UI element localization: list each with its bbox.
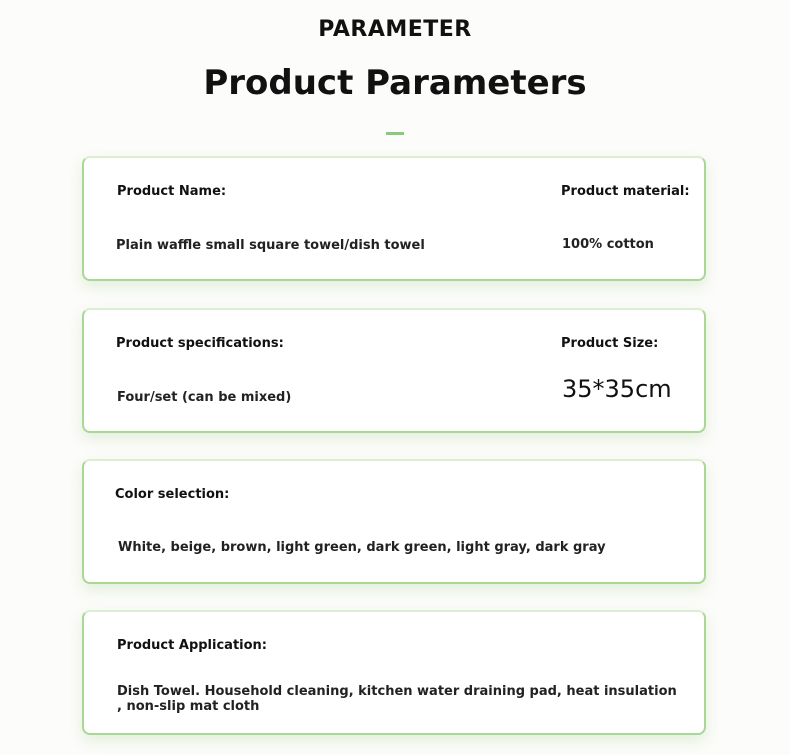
page-title: Product Parameters xyxy=(203,63,587,103)
parameter-card-application xyxy=(82,610,706,735)
parameter-card-spec-size xyxy=(82,308,706,433)
product-application-value-line1: Dish Towel. Household cleaning, kitchen water draining pad, heat insulation xyxy=(117,684,677,699)
parameter-card-color xyxy=(82,459,706,584)
product-name-label: Product Name: xyxy=(117,184,227,199)
product-material-label: Product material: xyxy=(561,184,690,199)
product-name-value: Plain waffle small square towel/dish towel xyxy=(116,238,425,253)
product-application-value-line2: , non-slip mat cloth xyxy=(117,699,260,714)
product-application-label: Product Application: xyxy=(117,638,267,653)
title-accent-bar xyxy=(386,132,404,135)
color-selection-label: Color selection: xyxy=(115,487,230,502)
product-size-label: Product Size: xyxy=(561,336,659,351)
parameter-card-name-material xyxy=(82,156,706,281)
product-size-value: 35*35cm xyxy=(562,375,672,403)
product-spec-label: Product specifications: xyxy=(116,336,284,351)
color-selection-value: White, beige, brown, light green, dark green, light gray, dark gray xyxy=(118,540,606,555)
product-spec-value: Four/set (can be mixed) xyxy=(117,390,292,405)
section-eyebrow: PARAMETER xyxy=(318,17,472,42)
product-material-value: 100% cotton xyxy=(562,237,654,252)
